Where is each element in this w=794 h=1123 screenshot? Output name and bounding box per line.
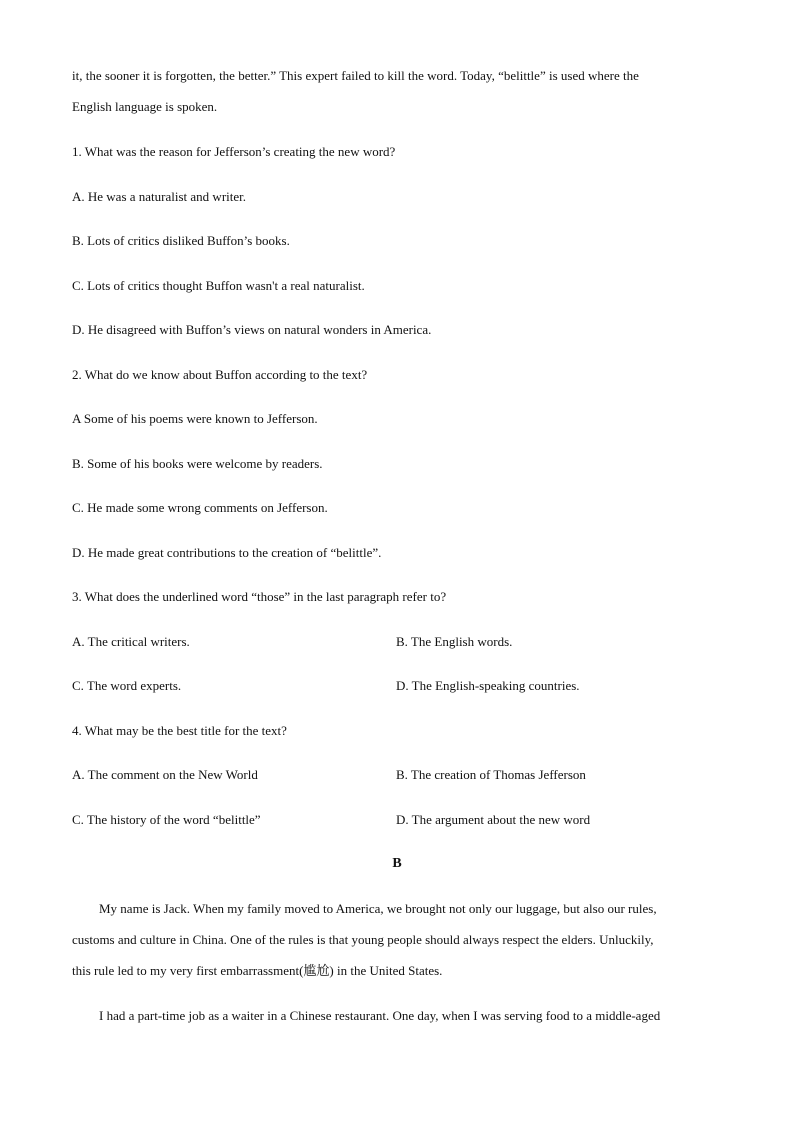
question-1-stem: 1. What was the reason for Jefferson’s creating the new word?: [72, 144, 396, 159]
question-2-option-c: C. He made some wrong comments on Jefferson.: [72, 500, 328, 515]
question-3-stem: 3. What does the underlined word “those” in the last paragraph refer to?: [72, 589, 447, 604]
question-2-option-b: B. Some of his books were welcome by readers.: [72, 456, 323, 471]
section-b-heading: B: [392, 856, 402, 871]
section-b-paragraph-1-line-2: customs and culture in China. One of the rules is that young people should always respect the elders. Unluckily,: [72, 932, 654, 947]
question-3-option-c: C. The word experts.: [72, 678, 182, 693]
question-4-option-b: B. The creation of Thomas Jefferson: [396, 767, 586, 782]
question-1-option-d: D. He disagreed with Buffon’s views on natural wonders in America.: [72, 322, 432, 337]
question-3-option-a: A. The critical writers.: [72, 634, 190, 649]
question-2-option-d: D. He made great contributions to the creation of “belittle”.: [72, 545, 382, 560]
question-1-option-a: A. He was a naturalist and writer.: [72, 189, 247, 204]
section-b-paragraph-2-line-1: I had a part-time job as a waiter in a Chinese restaurant. One day, when I was serving food to a middle-aged: [99, 1008, 661, 1023]
question-2-option-a: A Some of his poems were known to Jefferson.: [72, 411, 318, 426]
question-4-option-a: A. The comment on the New World: [72, 767, 258, 782]
section-b-paragraph-1-line-1: My name is Jack. When my family moved to America, we brought not only our luggage, but also our rules,: [99, 901, 657, 916]
question-2-stem: 2. What do we know about Buffon according to the text?: [72, 367, 368, 382]
question-3-option-b: B. The English words.: [396, 634, 513, 649]
question-4-option-c: C. The history of the word “belittle”: [72, 812, 261, 827]
question-4-stem: 4. What may be the best title for the text?: [72, 723, 287, 738]
section-b-paragraph-1-line-3: this rule led to my very first embarrassment(尴尬) in the United States.: [72, 963, 443, 978]
passage-a-line-2: English language is spoken.: [72, 99, 218, 114]
passage-a-line-1: it, the sooner it is forgotten, the better.” This expert failed to kill the word. Today, “belittle” is used where the: [72, 68, 639, 83]
question-1-option-b: B. Lots of critics disliked Buffon’s books.: [72, 233, 290, 248]
question-3-option-d: D. The English-speaking countries.: [396, 678, 580, 693]
question-1-option-c: C. Lots of critics thought Buffon wasn't a real naturalist.: [72, 278, 365, 293]
question-4-option-d: D. The argument about the new word: [396, 812, 591, 827]
